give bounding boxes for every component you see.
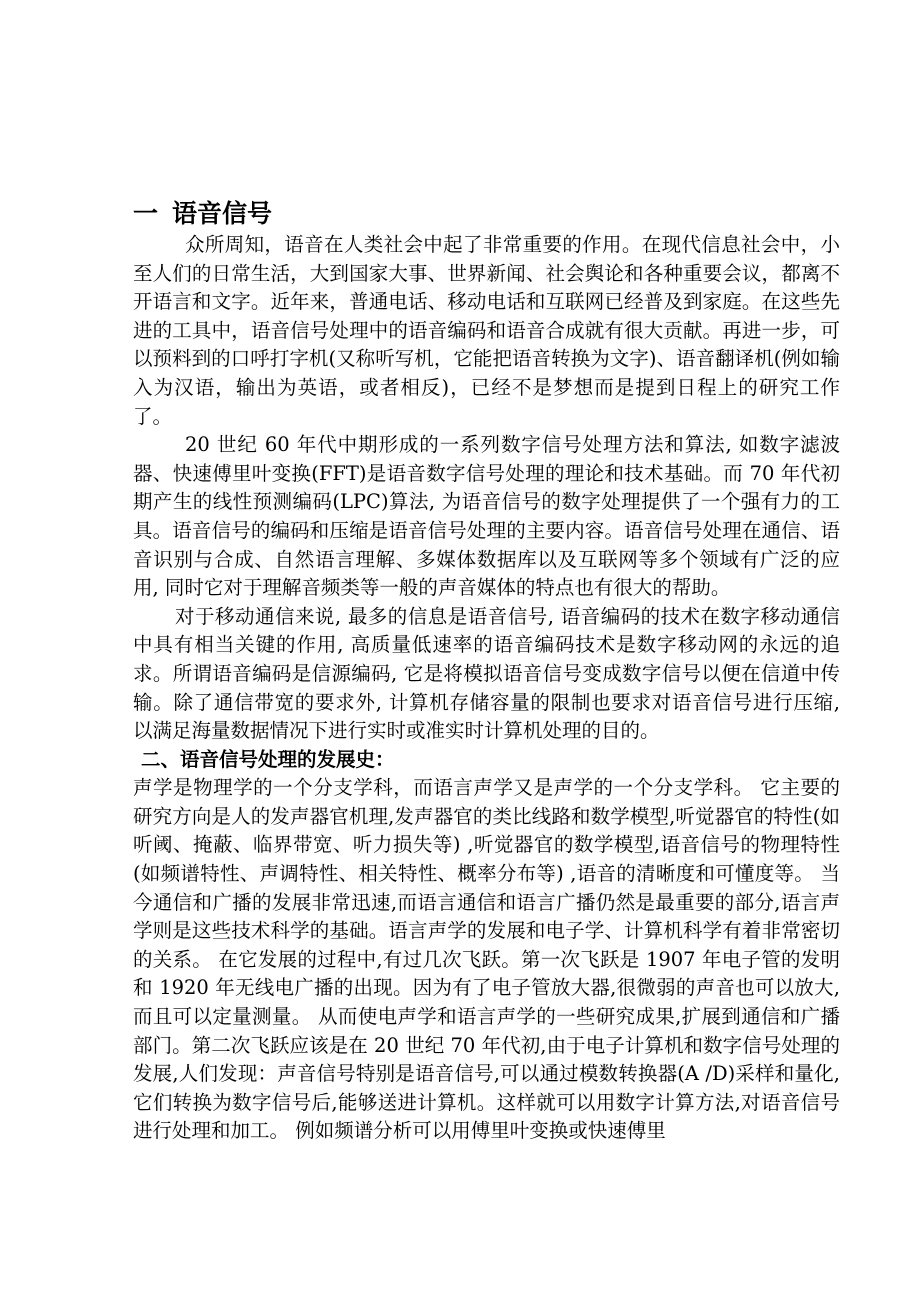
paragraph-1: 众所周知，语音在人类社会中起了非常重要的作用。在现代信息社会中，小至人们的日常生活，大到国家大事、世界新闻、社会舆论和各种重要会议，都离不开语言和文字。近年来，普通电话、移动电话和互联网已经普及到家庭。在这些先进的工具中，语音信号处理中的语音编码和语音合成就有很大贡献。再进一步，可以预料到的口呼打字机(又称听写机，它能把语音转换为文字)、语音翻译机(例如输入为汉语，输出为英语，或者相反)，已经不是梦想而是提到日程上的研究工作了。 [133,233,840,428]
document-page [133,197,840,1146]
paragraph-2: 20 世纪 60 年代中期形成的一系列数字信号处理方法和算法, 如数字滤波器、快速傅里叶变换(FFT)是语音数字信号处理的理论和技术基础。而 70 年代初期产生的线性预测编码(LPC)算法, 为语音信号的数字处理提供了一个强有力的工具。语音信号的编码和压缩是语音信号处理的主要内容。语音信号处理在通信、语音识别与合成、自然语言理解、多媒体数据库以及互联网等多个领域有广泛的应用, 同时它对于理解音频类等一般的声音媒体的特点也有很大的帮助。 [133,433,840,600]
section-1-title: 语音信号 [172,199,273,228]
paragraph-3: 对于移动通信来说, 最多的信息是语音信号, 语音编码的技术在数字移动通信中具有相当关键的作用, 高质量低速率的语音编码技术是数字移动网的永远的追求。所谓语音编码是信源编码, 它是将模拟语音信号变成数字信号以便在信道中传输。除了通信带宽的要求外, 计算机存储容量的限制也要求对语音信号进行压缩, 以满足海量数据情况下进行实时或准实时计算机处理的目的。 [133,604,840,743]
paragraph-4: 声学是物理学的一个分支学科，而语言声学又是声学的一个分支学科。 它主要的研究方向是人的发声器官机理,发声器官的类比线路和数学模型,听觉器官的特性(如听阈、掩蔽、临界带宽、听力损失等) ,听觉器官的数学模型,语音信号的物理特性(如频谱特性、声调特性、相关特性、概率分布等) ,语音的清晰度和可懂度等。 当今通信和广播的发展非常迅速,而语言通信和语言广播仍然是最重要的部分,语言声学则是这些技术科学的基础。语言声学的发展和电子学、计算机科学有着非常密切的关系。 在它发展的过程中,有过几次飞跃。第一次飞跃是 1907 年电子管的发明和 1920 年无线电广播的出现。因为有了电子管放大器,很微弱的声音也可以放大,而且可以定量测量。 从而使电声学和语言声学的一些研究成果,扩展到通信和广播部门。第二次飞跃应该是在 20 世纪 70 年代初,由于电子计算机和数字信号处理的发展,人们发现：声音信号特别是语音信号,可以通过模数转换器(A /D)采样和量化,它们转换为数字信号后,能够送进计算机。这样就可以用数字计算方法,对语音信号进行处理和加工。 例如频谱分析可以用傅里叶变换或快速傅里 [133,776,840,1143]
section-1-heading [133,197,840,231]
section-2-heading: 二、语音信号处理的发展史： [141,747,395,771]
section-1-number: 一 [133,199,159,228]
